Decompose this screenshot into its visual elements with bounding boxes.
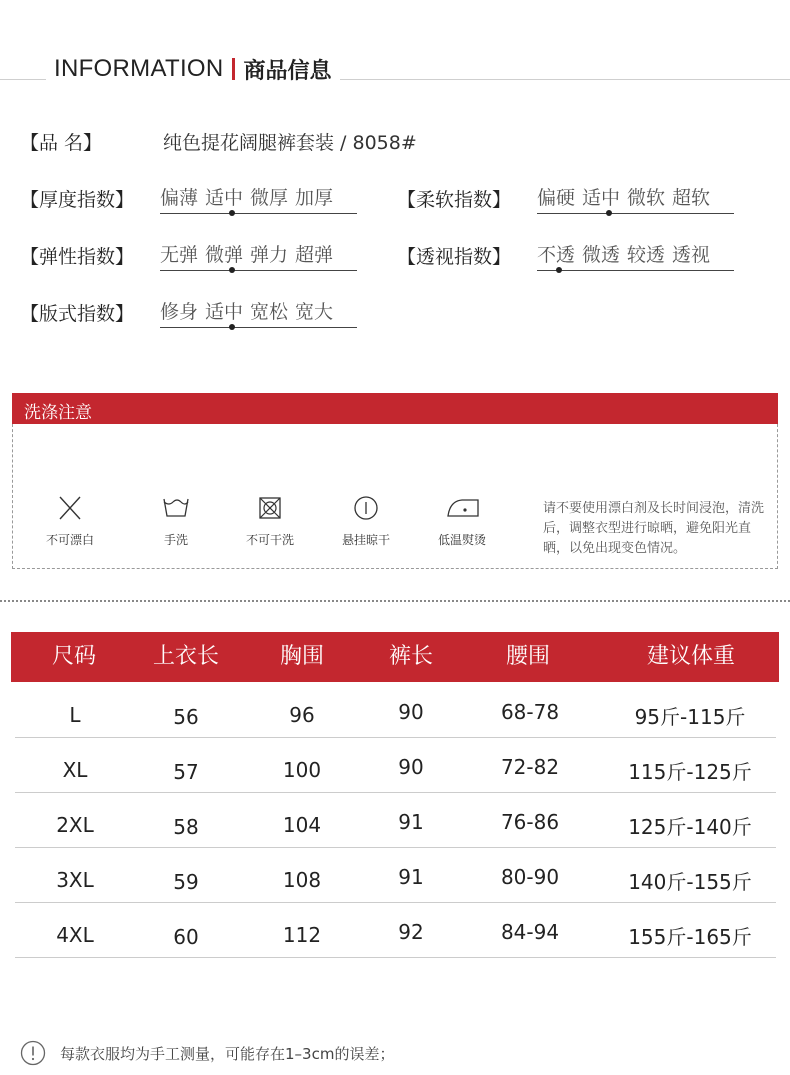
table-cell: 90 [398,755,424,779]
transparency-marker [556,267,562,273]
column-header: 建议体重 [646,644,735,669]
transparency-option: 透视 [672,244,711,266]
thickness-scale [160,183,357,217]
table-cell: 112 [282,923,322,947]
thickness-label: 【厚度指数】 [20,189,135,211]
scale-line [160,213,357,214]
elasticity-marker [229,267,235,273]
table-cell: 57 [173,760,199,784]
section-title [46,52,340,86]
product-name-label: 【品 名】 [20,132,103,154]
scale-line [160,270,357,271]
hang-dry-icon [351,494,381,522]
washing-box [12,424,778,569]
table-cell: 80-90 [500,865,560,889]
fit-scale [160,297,357,331]
fit-option: 修身 [160,301,199,323]
column-header: 上衣长 [152,644,219,669]
washing-label: 低温熨烫 [437,533,486,547]
table-row [15,793,776,848]
softness-label: 【柔软指数】 [397,189,512,211]
table-cell: 91 [398,865,424,889]
table-cell: 125斤-140斤 [628,815,752,839]
washing-label: 悬挂晾干 [341,533,390,547]
washing-item [25,494,115,548]
table-cell: 91 [398,810,424,834]
transparency-option: 不透 [537,244,576,266]
elasticity-label: 【弹性指数】 [20,246,135,268]
table-row [15,738,776,793]
exclamation-icon [20,1040,46,1066]
washing-item [131,494,221,548]
no-dry-clean-icon [255,494,285,522]
thickness-option: 偏薄 [160,187,199,209]
fit-option: 适中 [205,301,244,323]
washing-label: 不可漂白 [45,533,94,547]
product-name-value: 纯色提花阔腿裤套装 / 8058# [163,132,417,154]
table-cell: 95斤-115斤 [634,705,746,729]
transparency-option: 较透 [627,244,666,266]
table-cell: 115斤-125斤 [628,760,752,784]
table-row [15,683,776,738]
washing-item [225,494,315,548]
table-cell: 58 [173,815,199,839]
low-iron-icon [440,494,484,522]
dotted-separator [0,600,790,602]
washing-item [321,494,411,548]
column-header: 腰围 [505,644,550,669]
size-table-header [11,632,779,682]
scale-line [537,213,734,214]
fit-option: 宽松 [250,301,289,323]
table-cell: 60 [173,925,199,949]
thickness-option: 适中 [205,187,244,209]
fit-option: 宽大 [295,301,334,323]
elasticity-option: 弹力 [250,244,289,266]
transparency-scale [537,240,734,274]
table-cell: 104 [282,813,322,837]
table-cell: 3XL [56,868,94,892]
table-cell: 72-82 [500,755,560,779]
transparency-label: 【透视指数】 [397,246,512,268]
table-cell: 68-78 [500,700,560,724]
thickness-marker [229,210,235,216]
column-header: 胸围 [279,644,324,669]
thickness-option: 加厚 [295,187,334,209]
table-cell: 140斤-155斤 [628,870,752,894]
fit-label: 【版式指数】 [20,303,135,325]
table-cell: 2XL [56,813,94,837]
table-row [15,848,776,903]
softness-option: 偏硬 [537,187,576,209]
table-cell: 4XL [56,923,94,947]
table-cell: XL [62,758,88,782]
thickness-option: 微厚 [250,187,289,209]
title-separator [232,58,235,80]
elasticity-option: 无弹 [160,244,199,266]
table-cell: L [69,703,81,727]
washing-label: 不可干洗 [245,533,294,547]
scale-line [537,270,734,271]
softness-option: 微软 [627,187,666,209]
table-cell: 155斤-165斤 [628,925,752,949]
softness-marker [606,210,612,216]
measurement-note-text: 每款衣服均为手工测量，可能存在1–3cm的误差； [60,1044,395,1063]
title-chinese: 商品信息 [243,58,332,84]
fit-marker [229,324,235,330]
table-cell: 76-86 [500,810,560,834]
column-header: 尺码 [51,644,96,669]
elasticity-option: 微弹 [205,244,244,266]
washing-section [12,393,778,569]
table-cell: 100 [282,758,322,782]
washing-label: 手洗 [163,533,188,547]
table-cell: 84-94 [500,920,560,944]
table-cell: 96 [289,703,315,727]
washing-note: 请不要使用漂白剂及长时间浸泡，清洗后，调整衣型进行晾晒，避免阳光直晒，以免出现变色情况。 [543,501,765,556]
measurement-note [20,1040,394,1066]
scale-line [160,327,357,328]
title-english: INFORMATION [54,55,224,82]
softness-scale [537,183,734,217]
softness-option: 适中 [582,187,621,209]
table-row [15,903,776,958]
table-cell: 92 [398,920,424,944]
elasticity-scale [160,240,357,274]
hand-wash-icon [161,494,191,522]
washing-item [417,494,507,548]
washing-header [12,393,778,424]
table-cell: 108 [282,868,322,892]
transparency-option: 微透 [582,244,621,266]
row-divider [15,957,776,958]
table-cell: 59 [173,870,199,894]
table-cell: 90 [398,700,424,724]
softness-option: 超软 [672,187,711,209]
no-bleach-icon [55,494,85,522]
elasticity-option: 超弹 [295,244,334,266]
washing-title: 洗涤注意 [24,403,92,423]
column-header: 裤长 [388,644,433,669]
table-cell: 56 [173,705,199,729]
